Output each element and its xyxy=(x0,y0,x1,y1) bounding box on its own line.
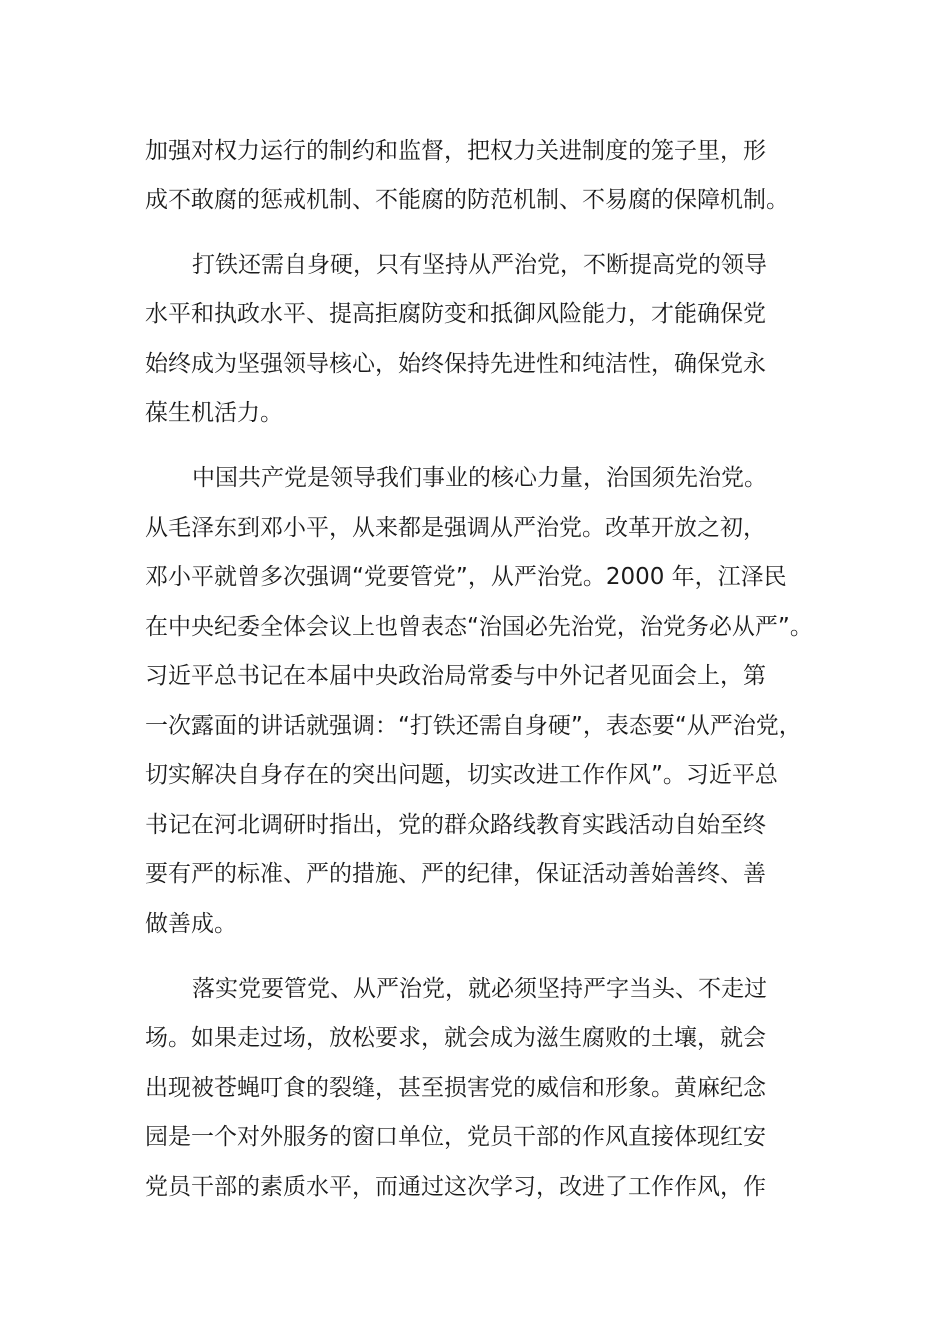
paragraph-4-line-1: 落实党要管党、从严治党，就必须坚持严字当头、不走过 xyxy=(192,976,767,1002)
paragraph-3-line-8: 书记在河北调研时指出，党的群众路线教育实践活动自始至终 xyxy=(145,812,766,838)
paragraph-3-line-1: 中国共产党是领导我们事业的核心力量，治国须先治党。 xyxy=(192,465,767,491)
paragraph-3-line-3: 邓小平就曾多次强调“党要管党”，从严治党。2000 年，江泽民 xyxy=(145,564,787,590)
paragraph-3-line-10: 做善成。 xyxy=(145,911,237,937)
paragraph-3-line-6: 一次露面的讲话就强调：“打铁还需自身硬”，表态要“从严治党， xyxy=(145,713,802,739)
paragraph-4-line-5: 党员干部的素质水平，而通过这次学习，改进了工作作风，作 xyxy=(145,1174,766,1200)
paragraph-3-line-2: 从毛泽东到邓小平，从来都是强调从严治党。改革开放之初， xyxy=(145,515,766,541)
paragraph-2-line-2: 水平和执政水平、提高拒腐防变和抵御风险能力，才能确保党 xyxy=(145,301,766,327)
paragraph-3-line-9: 要有严的标准、严的措施、严的纪律，保证活动善始善终、善 xyxy=(145,861,766,887)
paragraph-2-line-3: 始终成为坚强领导核心，始终保持先进性和纯洁性，确保党永 xyxy=(145,351,766,377)
paragraph-3-line-7: 切实解决自身存在的突出问题，切实改进工作作风”。习近平总 xyxy=(145,762,778,788)
paragraph-1-line-2: 成不敢腐的惩戒机制、不能腐的防范机制、不易腐的保障机制。 xyxy=(145,187,789,213)
paragraph-4-line-2: 场。如果走过场，放松要求，就会成为滋生腐败的土壤，就会 xyxy=(145,1025,766,1051)
paragraph-2-line-1: 打铁还需自身硬，只有坚持从严治党，不断提高党的领导 xyxy=(192,252,767,278)
paragraph-4-line-3: 出现被苍蝇叮食的裂缝，甚至损害党的威信和形象。黄麻纪念 xyxy=(145,1075,766,1101)
paragraph-1-line-1: 加强对权力运行的制约和监督，把权力关进制度的笼子里，形 xyxy=(145,138,766,164)
paragraph-3-line-4: 在中央纪委全体会议上也曾表态“治国必先治党，治党务必从严”。 xyxy=(145,614,813,640)
paragraph-2-line-4: 葆生机活力。 xyxy=(145,400,283,426)
paragraph-3-line-5: 习近平总书记在本届中央政治局常委与中外记者见面会上，第 xyxy=(145,663,766,689)
paragraph-4-line-4: 园是一个对外服务的窗口单位，党员干部的作风直接体现红安 xyxy=(145,1124,766,1150)
